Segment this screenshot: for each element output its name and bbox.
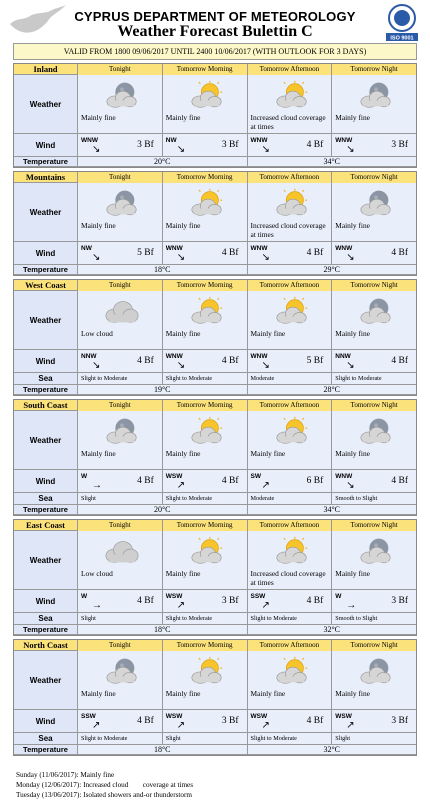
weather-label: Weather <box>14 651 78 710</box>
weather-description: Mainly fine <box>250 329 286 338</box>
weather-row <box>14 75 416 134</box>
wind-arrow-icon: ↘ <box>346 360 355 371</box>
sun-cloud-icon <box>189 296 225 326</box>
wind-direction: WSW <box>165 593 183 600</box>
weather-label: Weather <box>14 411 78 470</box>
forecast-regions <box>0 63 430 756</box>
weather-description: Increased cloud coverage at times <box>250 221 326 239</box>
wind-cell <box>332 134 416 157</box>
wind-cell <box>78 134 163 157</box>
weather-cell <box>248 291 333 350</box>
wind-direction: WNW <box>250 245 268 252</box>
sea-state: Slight to Moderate <box>78 733 163 745</box>
wind-row <box>14 590 416 613</box>
outlook-list <box>16 770 193 800</box>
temperature-max: 28°C <box>248 385 417 395</box>
weather-label: Weather <box>14 291 78 350</box>
wind-arrow-icon: ↗ <box>346 720 355 731</box>
weather-description: Mainly fine <box>81 689 116 698</box>
period-header: Tonight <box>78 64 163 76</box>
wind-cell <box>163 242 248 265</box>
temperature-min: 18°C <box>78 265 248 275</box>
weather-description: Mainly fine <box>165 449 201 458</box>
period-header: Tomorrow Afternoon <box>248 64 333 76</box>
wind-force: 4 Bf <box>221 356 239 366</box>
wind-direction: SW <box>250 473 261 480</box>
weather-cell <box>163 411 248 470</box>
wind-cell <box>248 710 333 733</box>
temperature-row <box>14 505 416 515</box>
iso-certification-logo-icon <box>384 3 420 41</box>
wind-direction: NW <box>165 137 177 144</box>
sun-cloud-icon <box>274 416 310 446</box>
wind-direction: NNW <box>335 353 351 360</box>
wind-force: 4 Bf <box>306 248 324 258</box>
wind-arrow-icon: → <box>92 600 102 611</box>
temperature-label: Temperature <box>14 625 78 635</box>
sea-row <box>14 493 416 505</box>
sea-state: Smooth to Slight <box>332 493 416 505</box>
sea-label: Sea <box>14 733 78 745</box>
wind-force: 4 Bf <box>391 248 408 258</box>
weather-label: Weather <box>14 531 78 590</box>
sun-cloud-icon <box>274 188 310 218</box>
period-header: Tonight <box>78 400 163 412</box>
wind-force: 4 Bf <box>306 716 324 726</box>
wind-force: 4 Bf <box>391 476 408 486</box>
wind-cell <box>163 134 248 157</box>
region-section <box>13 399 417 516</box>
cloud-icon <box>104 536 140 566</box>
wind-cell <box>332 590 416 613</box>
wind-direction: WNW <box>250 353 268 360</box>
temperature-max: 32°C <box>248 745 417 755</box>
sea-state: Smooth to Slight <box>332 613 416 625</box>
period-header: Tomorrow Night <box>332 520 416 532</box>
wind-label: Wind <box>14 242 78 265</box>
period-header: Tomorrow Morning <box>163 640 248 652</box>
temperature-max: 32°C <box>248 625 417 635</box>
period-header: Tomorrow Afternoon <box>248 280 333 292</box>
temperature-row <box>14 265 416 275</box>
iso-badge-text: ISO 9001 <box>390 35 414 41</box>
sun-cloud-icon <box>274 296 310 326</box>
weather-description: Mainly fine <box>335 221 370 230</box>
moon-cloud-icon <box>104 656 140 686</box>
sun-cloud-icon <box>274 656 310 686</box>
weather-description: Low cloud <box>81 569 113 578</box>
wind-row <box>14 470 416 493</box>
wind-cell <box>163 710 248 733</box>
wind-cell <box>78 242 163 265</box>
validity-banner: VALID FROM 1800 09/06/2017 UNTIL 2400 10/06/2017 (WITH OUTLOOK FOR 3 DAYS) <box>13 43 417 60</box>
department-title: CYPRUS DEPARTMENT OF METEOROLOGY <box>74 9 356 24</box>
moon-cloud-icon <box>358 536 394 566</box>
wind-force: 3 Bf <box>221 140 239 150</box>
moon-cloud-icon <box>358 188 394 218</box>
temperature-row <box>14 745 416 755</box>
wind-force: 3 Bf <box>221 596 239 606</box>
period-header: Tomorrow Morning <box>163 280 248 292</box>
wind-cell <box>248 134 333 157</box>
wind-direction: WNW <box>250 137 268 144</box>
sun-cloud-icon <box>189 80 225 110</box>
sun-cloud-icon <box>274 536 310 566</box>
sun-cloud-icon <box>189 536 225 566</box>
outlook-line: Monday (12/06/2017): Increased cloud coverage at times <box>16 781 194 789</box>
weather-description: Mainly fine <box>165 569 201 578</box>
region-section <box>13 171 417 276</box>
wind-row <box>14 350 416 373</box>
wind-direction: WNW <box>335 137 353 144</box>
wind-direction: WNW <box>165 245 183 252</box>
temperature-row <box>14 385 416 395</box>
wind-force: 3 Bf <box>391 716 408 726</box>
outlook-line: Tuesday (13/06/2017): Isolated showers and-or thunderstorm <box>16 791 193 799</box>
wind-force: 4 Bf <box>137 476 154 486</box>
period-header: Tomorrow Morning <box>163 400 248 412</box>
period-header: Tomorrow Afternoon <box>248 172 333 184</box>
weather-cell <box>332 291 416 350</box>
wind-arrow-icon: ↘ <box>176 252 186 263</box>
period-header: Tomorrow Morning <box>163 172 248 184</box>
wind-force: 5 Bf <box>306 356 324 366</box>
sea-state: Slight to Moderate <box>78 373 163 385</box>
wind-arrow-icon: ↘ <box>346 144 355 155</box>
wind-direction: W <box>81 593 88 600</box>
period-header: Tonight <box>78 280 163 292</box>
weather-description: Increased cloud coverage at times <box>250 569 326 587</box>
weather-description: Mainly fine <box>335 113 370 122</box>
wind-arrow-icon: ↘ <box>92 144 101 155</box>
weather-description: Mainly fine <box>250 689 286 698</box>
wind-cell <box>248 590 333 613</box>
weather-cell <box>163 291 248 350</box>
temperature-label: Temperature <box>14 385 78 395</box>
wind-row <box>14 134 416 157</box>
wind-label: Wind <box>14 590 78 613</box>
wind-arrow-icon: ↘ <box>176 360 186 371</box>
wind-row <box>14 710 416 733</box>
wind-arrow-icon: ↗ <box>261 600 270 611</box>
region-header-row <box>14 520 416 531</box>
weather-cell <box>248 411 333 470</box>
wind-direction: W <box>335 593 342 600</box>
wind-direction: NW <box>81 245 92 252</box>
period-header: Tomorrow Afternoon <box>248 520 333 532</box>
wind-cell <box>163 590 248 613</box>
wind-cell <box>163 350 248 373</box>
weather-cell <box>248 531 333 590</box>
temperature-min: 20°C <box>78 505 248 515</box>
wind-cell <box>78 350 163 373</box>
bulletin-header <box>0 0 430 42</box>
wind-force: 6 Bf <box>306 476 324 486</box>
moon-cloud-icon <box>104 80 140 110</box>
weather-description: Mainly fine <box>335 329 370 338</box>
weather-cell <box>248 651 333 710</box>
weather-description: Mainly fine <box>335 569 370 578</box>
weather-row <box>14 651 416 710</box>
sea-state: Moderate <box>248 493 333 505</box>
wind-direction: WNW <box>81 137 98 144</box>
wind-direction: WNW <box>165 353 183 360</box>
period-header: Tonight <box>78 520 163 532</box>
sea-row <box>14 733 416 745</box>
sea-state: Slight to Moderate <box>332 373 416 385</box>
wind-force: 3 Bf <box>391 596 408 606</box>
weather-label: Weather <box>14 75 78 134</box>
wind-direction: NNW <box>81 353 97 360</box>
wind-arrow-icon: ↘ <box>261 252 270 263</box>
wind-arrow-icon: ↗ <box>176 600 186 611</box>
wind-cell <box>248 470 333 493</box>
wind-row <box>14 242 416 265</box>
wind-force: 4 Bf <box>221 476 239 486</box>
weather-description: Mainly fine <box>165 329 201 338</box>
weather-cell <box>163 531 248 590</box>
sea-state: Slight to Moderate <box>163 493 248 505</box>
weather-cell <box>248 75 333 134</box>
temperature-max: 29°C <box>248 265 417 275</box>
wind-cell <box>163 470 248 493</box>
wind-arrow-icon: ↘ <box>261 144 270 155</box>
wind-force: 4 Bf <box>221 248 239 258</box>
temperature-row <box>14 625 416 635</box>
wind-direction: WSW <box>250 713 268 720</box>
wind-force: 3 Bf <box>137 140 154 150</box>
weather-description: Mainly fine <box>81 221 116 230</box>
region-name: Mountains <box>14 172 78 183</box>
wind-direction: WSW <box>165 473 183 480</box>
weather-cell <box>248 183 333 242</box>
sun-cloud-icon <box>189 656 225 686</box>
wind-cell <box>332 710 416 733</box>
moon-cloud-icon <box>358 416 394 446</box>
region-header-row <box>14 172 416 183</box>
wind-force: 4 Bf <box>137 716 154 726</box>
temperature-min: 18°C <box>78 625 248 635</box>
weather-cell <box>78 651 163 710</box>
wind-force: 3 Bf <box>391 140 408 150</box>
wind-direction: W <box>81 473 88 480</box>
wind-arrow-icon: ↗ <box>261 480 270 491</box>
temperature-max: 34°C <box>248 157 417 167</box>
region-name: South Coast <box>14 400 78 411</box>
region-name: Inland <box>14 64 78 75</box>
wind-arrow-icon: ↘ <box>176 144 186 155</box>
sea-state: Slight <box>78 493 163 505</box>
weather-label: Weather <box>14 183 78 242</box>
weather-cell <box>332 75 416 134</box>
wind-arrow-icon: ↘ <box>346 480 355 491</box>
sea-state: Slight to Moderate <box>248 733 333 745</box>
moon-cloud-icon <box>104 416 140 446</box>
period-header: Tonight <box>78 172 163 184</box>
weather-description: Mainly fine <box>165 689 201 698</box>
wind-cell <box>332 470 416 493</box>
weather-description: Mainly fine <box>165 113 201 122</box>
wind-arrow-icon: ↗ <box>92 720 101 731</box>
sea-label: Sea <box>14 613 78 625</box>
wind-force: 4 Bf <box>137 596 154 606</box>
region-name: East Coast <box>14 520 78 531</box>
weather-description: Mainly fine <box>335 689 370 698</box>
period-header: Tomorrow Night <box>332 640 416 652</box>
sea-row <box>14 373 416 385</box>
wind-arrow-icon: → <box>92 480 102 491</box>
region-section <box>13 279 417 396</box>
weather-description: Increased cloud coverage at times <box>250 113 326 131</box>
sun-cloud-icon <box>189 188 225 218</box>
weather-row <box>14 411 416 470</box>
wind-arrow-icon: ↘ <box>346 252 355 263</box>
region-name: North Coast <box>14 640 78 651</box>
wind-label: Wind <box>14 350 78 373</box>
temperature-min: 19°C <box>78 385 248 395</box>
moon-cloud-icon <box>358 656 394 686</box>
sea-label: Sea <box>14 493 78 505</box>
wind-arrow-icon: ↗ <box>176 480 186 491</box>
temperature-label: Temperature <box>14 745 78 755</box>
region-header-row <box>14 400 416 411</box>
cloud-icon <box>104 296 140 326</box>
sea-state: Slight <box>78 613 163 625</box>
weather-row <box>14 531 416 590</box>
temperature-label: Temperature <box>14 505 78 515</box>
weather-cell <box>332 531 416 590</box>
weather-description: Mainly fine <box>335 449 370 458</box>
sun-cloud-icon <box>189 416 225 446</box>
weather-cell <box>163 183 248 242</box>
weather-row <box>14 183 416 242</box>
sea-label: Sea <box>14 373 78 385</box>
moon-cloud-icon <box>104 188 140 218</box>
weather-cell <box>163 651 248 710</box>
wind-label: Wind <box>14 710 78 733</box>
moon-cloud-icon <box>358 296 394 326</box>
wind-cell <box>78 590 163 613</box>
outlook-line: Sunday (11/06/2017): Mainly fine <box>16 771 115 779</box>
weather-description: Mainly fine <box>81 449 116 458</box>
sea-state: Slight to Moderate <box>163 373 248 385</box>
wind-force: 4 Bf <box>391 356 408 366</box>
weather-cell <box>78 291 163 350</box>
period-header: Tonight <box>78 640 163 652</box>
temperature-label: Temperature <box>14 265 78 275</box>
period-header: Tomorrow Night <box>332 280 416 292</box>
temperature-min: 20°C <box>78 157 248 167</box>
wind-direction: WNW <box>335 473 353 480</box>
weather-cell <box>78 531 163 590</box>
sea-state: Moderate <box>248 373 333 385</box>
weather-cell <box>78 411 163 470</box>
wind-cell <box>78 470 163 493</box>
weather-cell <box>332 411 416 470</box>
period-header: Tomorrow Afternoon <box>248 400 333 412</box>
region-name: West Coast <box>14 280 78 291</box>
period-header: Tomorrow Night <box>332 172 416 184</box>
period-header: Tomorrow Night <box>332 400 416 412</box>
weather-description: Low cloud <box>81 329 113 338</box>
wind-cell <box>78 710 163 733</box>
period-header: Tomorrow Afternoon <box>248 640 333 652</box>
wind-force: 3 Bf <box>221 716 239 726</box>
sea-state: Slight to Moderate <box>163 613 248 625</box>
region-header-row <box>14 64 416 75</box>
wind-force: 4 Bf <box>306 140 324 150</box>
weather-description: Mainly fine <box>165 221 201 230</box>
weather-cell <box>332 651 416 710</box>
wind-direction: WNW <box>335 245 353 252</box>
wind-cell <box>332 350 416 373</box>
region-section <box>13 639 417 756</box>
temperature-label: Temperature <box>14 157 78 167</box>
wind-arrow-icon: ↗ <box>261 720 270 731</box>
temperature-row <box>14 157 416 167</box>
wind-direction: SSW <box>250 593 266 600</box>
wind-direction: WSW <box>165 713 183 720</box>
sea-state: Slight <box>332 733 416 745</box>
period-header: Tomorrow Night <box>332 64 416 76</box>
weather-cell <box>78 183 163 242</box>
wind-label: Wind <box>14 134 78 157</box>
temperature-max: 34°C <box>248 505 417 515</box>
sun-cloud-icon <box>274 80 310 110</box>
wind-force: 4 Bf <box>137 356 154 366</box>
wind-cell <box>332 242 416 265</box>
wind-arrow-icon: ↘ <box>92 360 101 371</box>
wind-arrow-icon: ↘ <box>261 360 270 371</box>
region-header-row <box>14 640 416 651</box>
period-header: Tomorrow Morning <box>163 64 248 76</box>
wind-cell <box>248 242 333 265</box>
region-section <box>13 519 417 636</box>
wind-direction: WSW <box>335 713 352 720</box>
wind-arrow-icon: ↘ <box>92 252 101 263</box>
temperature-min: 18°C <box>78 745 248 755</box>
region-header-row <box>14 280 416 291</box>
sea-state: Slight to Moderate <box>248 613 333 625</box>
bulletin-title: Weather Forecast Bulettin C <box>117 23 313 40</box>
wind-arrow-icon: ↗ <box>176 720 186 731</box>
moon-cloud-icon <box>358 80 394 110</box>
wind-cell <box>248 350 333 373</box>
sea-state: Slight <box>163 733 248 745</box>
sea-row <box>14 613 416 625</box>
wind-force: 4 Bf <box>306 596 324 606</box>
weather-cell <box>163 75 248 134</box>
weather-description: Mainly fine <box>81 113 116 122</box>
wind-force: 5 Bf <box>137 248 154 258</box>
weather-description: Mainly fine <box>250 449 286 458</box>
period-header: Tomorrow Morning <box>163 520 248 532</box>
weather-cell <box>78 75 163 134</box>
wind-direction: SSW <box>81 713 96 720</box>
weather-row <box>14 291 416 350</box>
region-section <box>13 63 417 168</box>
wind-label: Wind <box>14 470 78 493</box>
wind-arrow-icon: → <box>346 600 357 611</box>
weather-cell <box>332 183 416 242</box>
